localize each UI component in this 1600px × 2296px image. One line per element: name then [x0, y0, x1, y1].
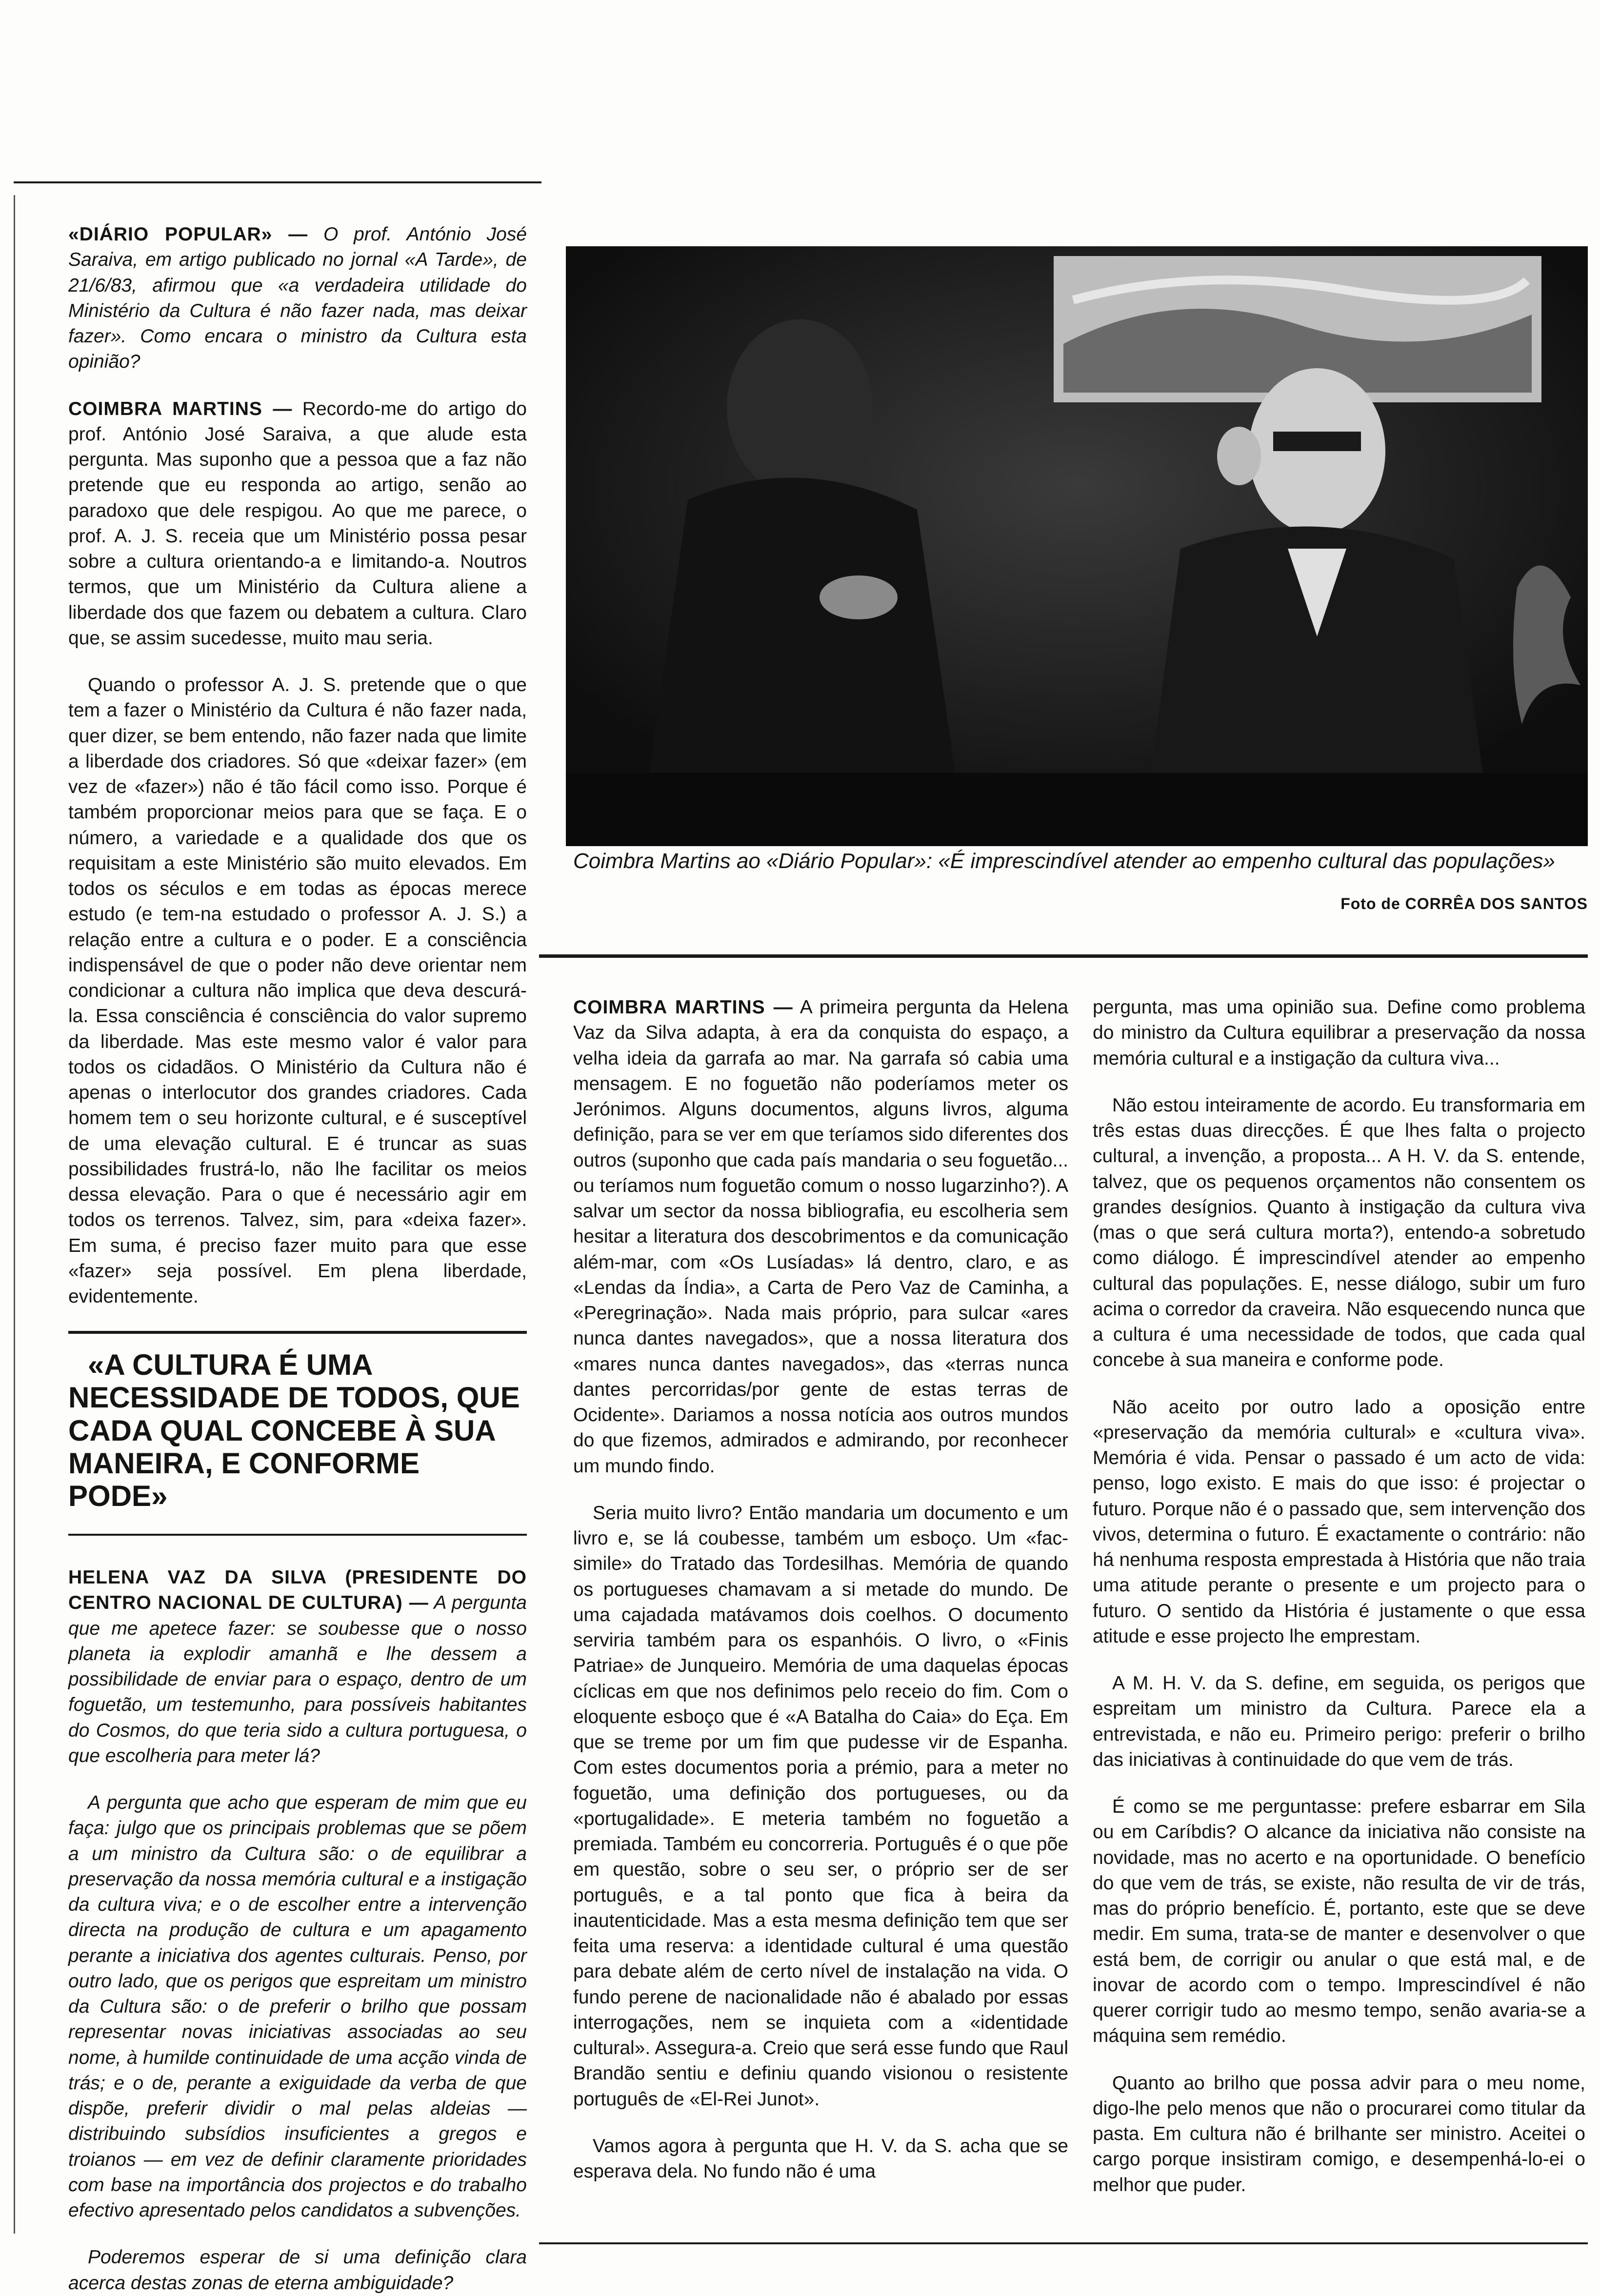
answer-coimbra-martins-1	[68, 396, 527, 652]
left-column	[68, 222, 527, 2294]
right-column	[1093, 995, 1585, 2224]
bottom-rule	[539, 2242, 1588, 2244]
interview-photo	[566, 246, 1588, 846]
answer-paragraph: Vamos agora à pergunta que H. V. da S. acha que se esperava dela. No fundo não é uma	[573, 2135, 1068, 2182]
caption-rule	[539, 954, 1588, 958]
question-paragraph: Poderemos esperar de si uma definição clara acerca destas zonas de eterna ambiguidade?	[68, 2247, 527, 2294]
photo-illustration	[566, 246, 1588, 846]
question-text: O prof. António José Saraiva, em artigo publicado no jornal «A Tarde», de 21/6/83, afirmou que «a verdadeira utilidade do Ministério da Cultura é não fazer nada, mas deixar fazer». Como encara o ministro da Cultura esta opinião?	[68, 224, 527, 373]
answer-text: Recordo-me do artigo do prof. António José Saraiva, a que alude esta pergunta. Mas suponho que a pessoa que a faz não pretende que eu responda ao artigo, senão ao paradoxo que dele respigou. Ao que me parece, o prof. A. J. S. receia que um Ministério possa pesar sobre a cultura orientando-a e limitando-a. Noutros termos, que um Ministério da Cultura aliene a liberdade dos que fazem ou debatem a cultura. Claro que, se assim sucedesse, muito mau seria.	[68, 398, 527, 649]
question-diario-popular	[68, 222, 527, 375]
answer-paragraph: A M. H. V. da S. define, em seguida, os perigos que espreitam um ministro da Cultura. Parece ela a entrevistada, e não eu. Primeiro perigo: preferir o brilho das iniciativas à continuidade do que vem de trás.	[1093, 1673, 1585, 1770]
answer-coimbra-martins-2	[573, 995, 1068, 1479]
section-headline: «A CULTURA É UMA NECESSIDADE DE TODOS, QUE CADA QUAL CONCEBE À SUA MANEIRA, E CONFORME PODE»	[68, 1348, 520, 1512]
answer-paragraph: É como se me perguntasse: prefere esbarrar em Sila ou em Caríbdis? O alcance da iniciativa não consiste na novidade, mas no acerto e na oportunidade. O benefício do que vem de trás, se existe, não resulta de vir de trás, mas do próprio benefício. É, portanto, este que se deve medir. Em suma, trata-se de manter e desenvolver o que está bem, de corrigir ou anular o que está mal, e de inovar de acordo com o tempo. Imprescindível é não querer corrigir tudo ao mesmo tempo, senão avaria-se a máquina sem remédio.	[1093, 1796, 1585, 2047]
answer-paragraph: Não estou inteiramente de acordo. Eu transformaria em três estas duas direcções. É que lhes falta o projecto cultural, a invenção, a proposta... A H. V. da S. entende, talvez, que os pequenos orçamentos não consentem os grandes desígnios. Quanto à instigação da cultura viva (mas o que será cultura morta?), entendo-a sobretudo como diálogo. É imprescindível atender ao empenho cultural das populações. E, nesse diálogo, subir um furo acima o corredor da craveira. Não esquecendo nunca que a cultura é uma necessidade de todos, que cada qual concebe à sua maneira e conforme pode.	[1093, 1094, 1585, 1371]
question-helena-vaz-da-silva	[68, 1565, 527, 1769]
question-text: A pergunta que me apetece fazer: se soubesse que o nosso planeta ia explodir amanhã e lhe dessem a possibilidade de enviar para o espaço, dentro de um foguetão, um testemunho, para possíveis habitantes do Cosmos, do que teria sido a cultura portuguesa, o que escolheria para meter lá?	[68, 1592, 527, 1766]
caption-text: Coimbra Martins ao «Diário Popular»: «É imprescindível atender ao empenho cultural das populações»	[573, 849, 1555, 873]
middle-column	[573, 995, 1068, 2224]
answer-paragraph: Quanto ao brilho que possa advir para o meu nome, digo-lhe pelo menos que não o procurarei como titular da pasta. Em cultura não é brilhante ser ministro. Aceitei o cargo porque insistiram comigo, e desempenhá-lo-ei o melhor que puder.	[1093, 2072, 1585, 2196]
photo-credit: Foto de CORRÊA DOS SANTOS	[1340, 894, 1588, 912]
left-margin-rule	[14, 195, 15, 2234]
answer-text: A primeira pergunta da Helena Vaz da Silva adapta, à era da conquista do espaço, a velha ideia da garrafa ao mar. Na garrafa só cabia uma mensagem. E no foguetão não poderíamos meter os Jerónimos. Alguns documentos, alguns livros, alguma definição, para se ver em que teríamos sido diferentes dos outros (suponho que cada país mandaria o seu foguetão... ou teríamos num foguetão comum o nosso lugarzinho?). A salvar um sector da nossa bibliografia, eu escolheria sem hesitar a literatura dos descobrimentos e da comunicação além-mar, com «Os Lusíadas» lá dentro, claro, e as «Lendas da Índia», a Carta de Pero Vaz de Caminha, a «Peregrinação». Nada mais próprio, para sulcar «ares nunca dantes navegados», que a nossa literatura dos «mares nunca dantes navegados», das «terras nunca dantes percorridas/por gente de estas terras de Ocidente». Dariamos a nossa notícia aos outros mundos do que fizemos, admirados e admirando, por reconhecer um mundo findo.	[573, 997, 1068, 1477]
speaker-helena-vaz-da-silva: HELENA VAZ DA SILVA (PRESIDENTE DO CENTRO NACIONAL DE CULTURA) —	[68, 1567, 527, 1614]
answer-paragraph: Seria muito livro? Então mandaria um documento e um livro e, se lá coubesse, também um esboço. Um «fac-simile» do Tratado das Tordesilhas. Memória de quando os portugueses chamavam a si metade do mundo. De uma cajadada matávamos dois coelhos. O documento serviria também para os espanhóis. O livro, o «Finis Patriae» de Junqueiro. Memória de uma daquelas épocas cíclicas em que nos definimos pelo receio do fim. Com o eloquente esboço que é «A Batalha do Caia» do Eça. Em que se treme por um fim que pudesse vir de Espanha. Com estes documentos poria a prémio, para a meter no foguetão, uma definição dos portugueses, ou da «portugalidade». E meteria também no foguetão a premiada. Também eu concorreria. Português é o que põe em questão, sobre o seu ser, o próprio ser de ser português, e a tal ponto que fica à beira da inautenticidade. Mas a esta mesma definição tem que ser feita uma reserva: a identidade cultural é uma questão para debate além de certo nível de instalação na vida. O fundo perene de nacionalidade não é abalado por essas interrogações, nem se inquieta com a «identidade cultural». Assegura-a. Creio que será esse fundo que Raul Brandão sentiu e definiu quando visionou o resistente português de «El-Rei Junot».	[573, 1502, 1068, 2110]
speaker-coimbra-martins: COIMBRA MARTINS —	[68, 398, 293, 419]
section-rule	[68, 1331, 527, 1334]
speaker-diario-popular: «DIÁRIO POPULAR» —	[68, 224, 308, 245]
answer-paragraph: Quando o professor A. J. S. pretende que o que tem a fazer o Ministério da Cultura é não fazer nada, quer dizer, se bem entendo, não fazer nada que limite a liberdade dos criadores. Só que «deixar fazer» (em vez de «fazer») não é tão fácil como isso. Porque é também proporcionar meios para que se faça. E o número, a variedade e a qualidade dos que os requisitam a este Ministério são muito elevados. Em todos os séculos e em todas as épocas merece estudo (e tem-na estudado o professor A. J. S.) a relação entre a cultura e o poder. E a consciência indispensável de que o poder não deve orientar nem condicionar a cultura não implica que deva descurá-la. Essa consciência é consciência do valor supremo da liberdade. Mas este mesmo valor é valor para todos os cidadãos. O Ministério da Cultura não é apenas o interlocutor dos grandes criadores. Cada homem tem o seu horizonte cultural, e é susceptível de uma elevação cultural. E é truncar as suas possibilidades frustrá-lo, não lhe facilitar os meios dessa elevação. Para o que é necessário agir em todos os terrenos. Talvez, sim, para «deixa fazer». Em suma, é preciso fazer muito para que esse «fazer» seja possível. Em plena liberdade, evidentemente.	[68, 674, 527, 1307]
question-paragraph: A pergunta que acho que esperam de mim que eu faça: julgo que os principais problemas que se põem a um ministro da Cultura são: o de equilibrar a preservação da nossa memória cultural e a instigação da cultura viva; e o de escolher entre a intervenção directa na produção de cultura e um apagamento perante a iniciativa dos agentes culturais. Penso, por outro lado, que os perigos que espreitam um ministro da Cultura são: o de preferir o brilho que possam representar novas iniciativas associadas ao seu nome, à humilde continuidade de uma acção vinda de trás; e o de, perante a exiguidade da verba de que dispõe, preferir dividir o mal pelas aldeias — distribuindo subsídios insuficientes a gregos e troianos — em vez de definir claramente prioridades com base na importância dos projectos e do trabalho efectivo apresentado pelos candidatos a subvenções.	[68, 1792, 527, 2221]
speaker-coimbra-martins: COIMBRA MARTINS —	[573, 997, 793, 1018]
headline-rule	[68, 1534, 527, 1536]
photo-caption	[573, 849, 1588, 922]
answer-paragraph: Não aceito por outro lado a oposição entre «preservação da memória cultural» e «cultura viva». Memória é vida. Pensar o passado é um acto de vida: penso, logo existo. E mais do que isso: é projectar o futuro. Porque não é o passado que, sem intervenção dos vivos, determina o futuro. É exactamente o contrário: não há nenhuma resposta emprestada à História que não traia uma atitude perante o presente e um projecto para o futuro. O sentido da História é justamente o que essa atitude e esse projecto lhe emprestam.	[1093, 1396, 1585, 1647]
top-rule-left	[14, 181, 541, 183]
answer-paragraph: pergunta, mas uma opinião sua. Define como problema do ministro da Cultura equilibrar a preservação da nossa memória cultural e a instigação da cultura viva...	[1093, 997, 1585, 1069]
